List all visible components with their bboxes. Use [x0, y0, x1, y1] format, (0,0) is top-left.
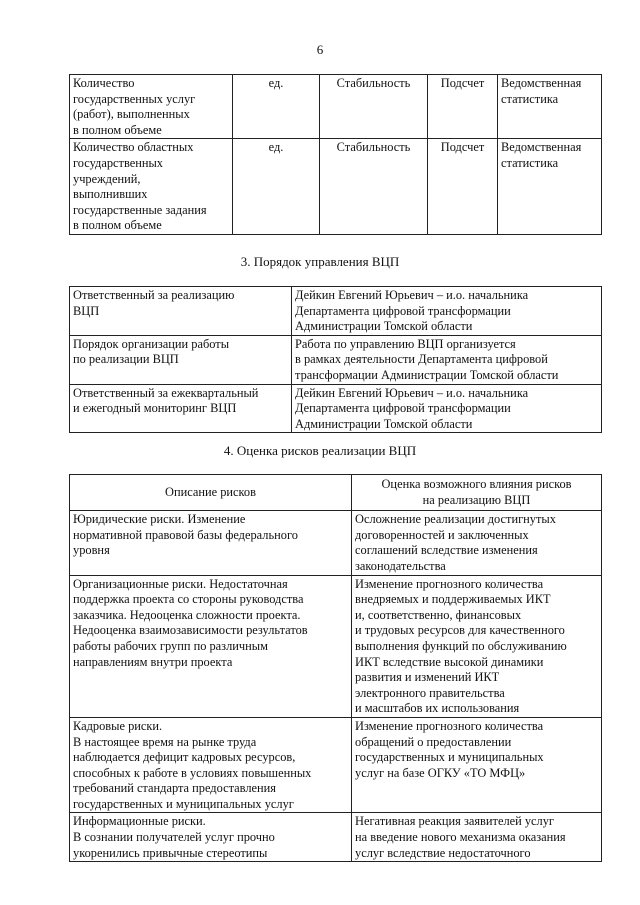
indicator-source: Ведомственная статистика — [498, 139, 602, 235]
column-header-impact: Оценка возможного влияния рисков на реализацию ВЦП — [352, 475, 602, 511]
indicator-unit: ед. — [233, 75, 320, 139]
risk-description: Кадровые риски. В настоящее время на рынке труда наблюдается дефицит кадровых ресурсов, способных к работе в условиях повышенных требований стандарта предоставления государственных и муниципальных услуг — [70, 717, 352, 813]
indicator-name: Количество областных государственных учреждений, выполнивших государственные задания в полном объеме — [70, 139, 233, 235]
indicator-method: Подсчет — [428, 75, 498, 139]
risks-table — [69, 474, 602, 862]
indicators-table — [69, 74, 602, 235]
risk-description: Организационные риски. Недостаточная поддержка проекта со стороны руководства заказчика. Недооценка сложности проекта. Недооценка взаимозависимости результатов работы рабочих групп по различным направлениям внутри проекта — [70, 575, 352, 717]
section-4-title: 4. Оценка рисков реализации ВЦП — [223, 443, 417, 458]
risk-impact: Негативная реакция заявителей услуг на введение нового механизма оказания услуг вследствие недостаточного — [352, 813, 602, 862]
table-row — [70, 75, 602, 139]
table-row — [70, 511, 602, 575]
indicator-trend: Стабильность — [320, 139, 428, 235]
risk-description: Юридические риски. Изменение нормативной правовой базы федерального уровня — [70, 511, 352, 575]
indicator-method: Подсчет — [428, 139, 498, 235]
risk-impact: Осложнение реализации достигнутых договоренностей и заключенных соглашений вследствие изменения законодательства — [352, 511, 602, 575]
management-label: Ответственный за ежеквартальный и ежегодный мониторинг ВЦП — [70, 384, 292, 433]
risk-impact: Изменение прогнозного количества внедряемых и поддерживаемых ИКТ и, соответственно, финансовых и трудовых ресурсов для качественного выполнения функций по обслуживанию ИКТ вследствие высокой динамики развития и изменений ИКТ электронного правительства и масштабов их использования — [352, 575, 602, 717]
section-3-title: 3. Порядок управления ВЦП — [240, 254, 400, 269]
management-value: Работа по управлению ВЦП организуется в рамках деятельности Департамента цифровой трансформации Администрации Томской области — [292, 335, 602, 384]
table-row — [70, 287, 602, 336]
management-value: Дейкин Евгений Юрьевич – и.о. начальника Департамента цифровой трансформации Администрации Томской области — [292, 384, 602, 433]
management-label: Порядок организации работы по реализации ВЦП — [70, 335, 292, 384]
table-header-row — [70, 475, 602, 511]
table-row — [70, 335, 602, 384]
column-header-risks: Описание рисков — [70, 475, 352, 511]
risk-description: Информационные риски. В сознании получателей услуг прочно укоренились привычные стереотипы — [70, 813, 352, 862]
table-row — [70, 717, 602, 813]
management-table — [69, 286, 602, 433]
indicator-name: Количество государственных услуг (работ), выполненных в полном объеме — [70, 75, 233, 139]
management-value: Дейкин Евгений Юрьевич – и.о. начальника Департамента цифровой трансформации Администрации Томской области — [292, 287, 602, 336]
indicator-source: Ведомственная статистика — [498, 75, 602, 139]
table-row — [70, 384, 602, 433]
table-row — [70, 139, 602, 235]
indicator-trend: Стабильность — [320, 75, 428, 139]
page-number: 6 — [316, 42, 324, 57]
risk-impact: Изменение прогнозного количества обращений о предоставлении государственных и муниципальных услуг на базе ОГКУ «ТО МФЦ» — [352, 717, 602, 813]
indicator-unit: ед. — [233, 139, 320, 235]
table-row — [70, 813, 602, 862]
management-label: Ответственный за реализацию ВЦП — [70, 287, 292, 336]
table-row — [70, 575, 602, 717]
